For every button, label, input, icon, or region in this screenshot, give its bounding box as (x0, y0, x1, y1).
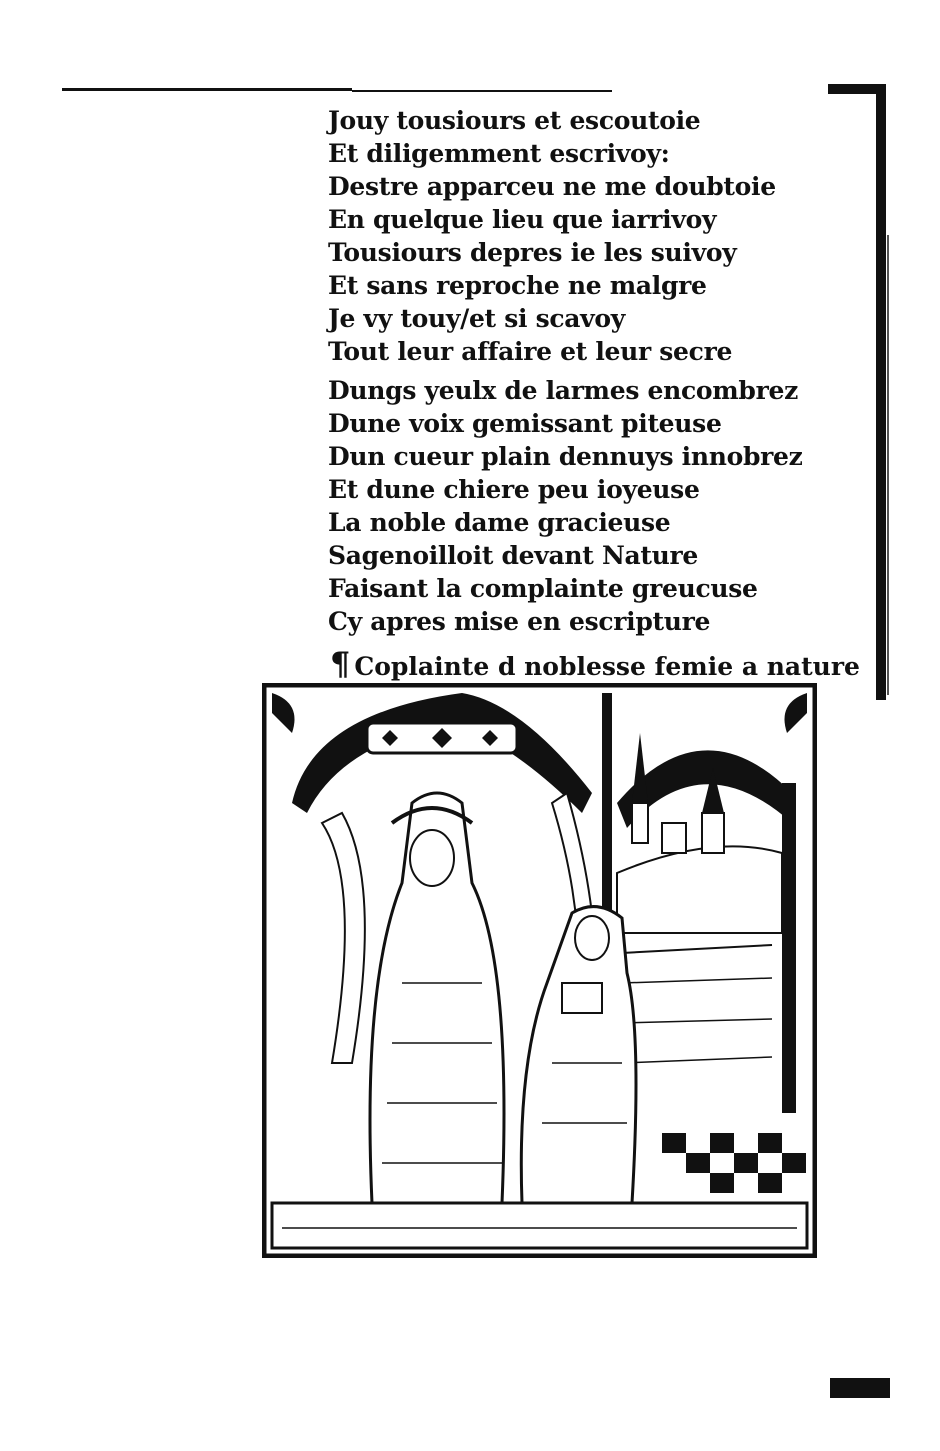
verse-line: Et sans reproche ne malgre (328, 271, 707, 300)
verse-block (328, 104, 818, 638)
woodcut-illustration (262, 683, 817, 1258)
verse-line: Cy apres mise en escripture (328, 607, 711, 636)
caption-text: Coplainte d noblesse femie a nature (354, 652, 860, 681)
verse-line: En quelque lieu que iarrivoy (328, 205, 717, 234)
verse-line: Destre apparceu ne me doubtoie (328, 172, 776, 201)
verse-line: Dungs yeulx de larmes encombrez (328, 376, 798, 405)
verse-line: La noble dame gracieuse (328, 508, 671, 537)
header-rule-thin (352, 90, 612, 92)
verse-line: Tout leur affaire et leur secre (328, 337, 733, 366)
page-corner-bracket (828, 84, 886, 700)
verse-line: Sagenoilloit devant Nature (328, 541, 698, 570)
verse-line: Et dune chiere peu ioyeuse (328, 475, 700, 504)
verse-line: Faisant la complainte greucuse (328, 574, 758, 603)
verse-line: Jouy tousiours et escoutoie (328, 106, 701, 135)
verse-line: Et diligemment escrivoy: (328, 139, 670, 168)
verse-line: Dun cueur plain dennuys innobrez (328, 442, 803, 471)
page-bottom-mark (830, 1378, 890, 1398)
header-rule (62, 88, 352, 91)
margin-line (887, 235, 889, 695)
woodcut-caption (330, 645, 860, 683)
verse-line: Dune voix gemissant piteuse (328, 409, 722, 438)
verse-line: Je vy touy/et si scavoy (328, 304, 626, 333)
verse-line: Tousiours depres ie les suivoy (328, 238, 737, 267)
pilcrow-mark: ¶ (330, 645, 351, 683)
